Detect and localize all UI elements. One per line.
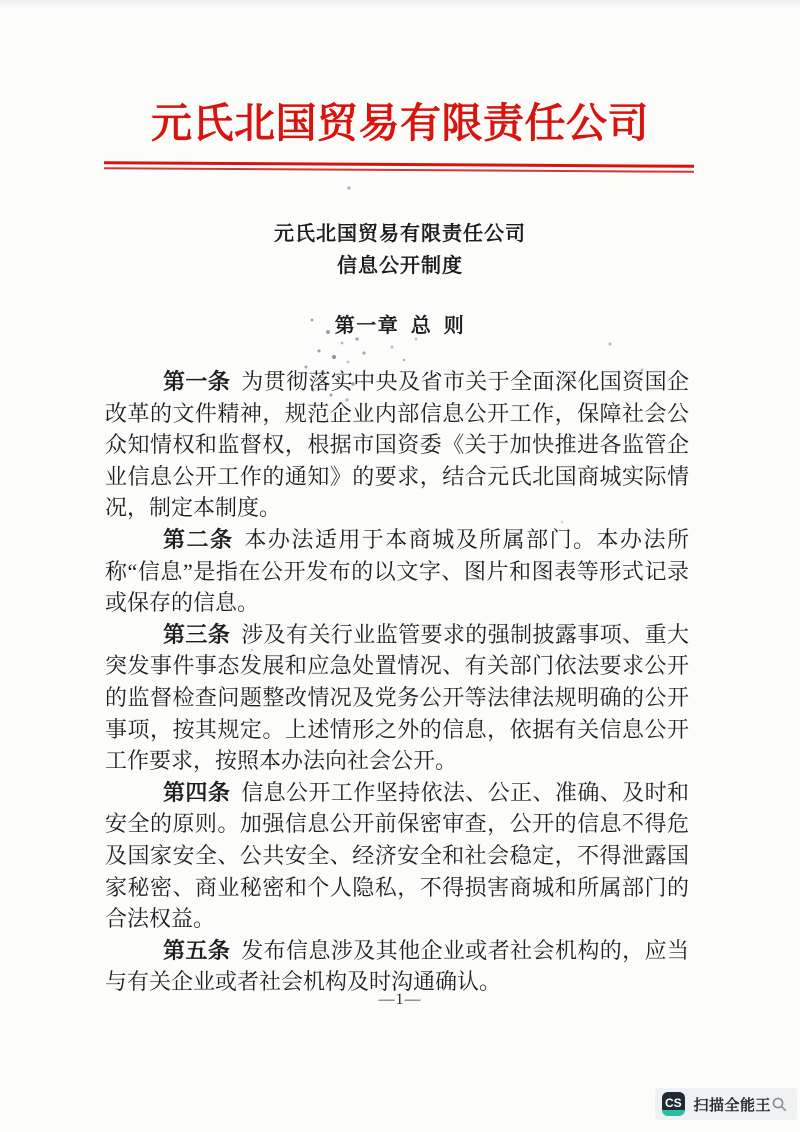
article-text: 信息公开工作坚持依法、公正、准确、及时和安全的原则。加强信息公开前保密审查，公开的信息不得危及国家安全、公共安全、经济安全和社会稳定，不得泄露国家秘密、商业秘密和个人隐私，不得损害商城和所属部门的合法权益。 xyxy=(105,779,689,932)
article-text: 涉及有关行业监管要求的强制披露事项、重大突发事件事态发展和应急处置情况、有关部门依法要求公开的监督检查问题整改情况及党务公开等法律法规明确的公开事项，按其规定。上述情形之外的信息，依据有关信息公开工作要求，按照本办法向社会公开。 xyxy=(105,621,689,774)
document-title xyxy=(0,218,800,282)
article-text: 本办法适用于本商城及所属部门。本办法所称“信息”是指在公开发布的以文字、图片和图表等形式记录或保存的信息。 xyxy=(105,526,689,616)
letterhead-divider xyxy=(104,161,694,172)
scan-noise xyxy=(0,0,2,2)
camscanner-watermark xyxy=(655,1088,797,1120)
article-label: 第一条 xyxy=(163,369,231,394)
camscanner-app-name: 扫描全能王 xyxy=(693,1096,771,1114)
article-label: 第三条 xyxy=(163,621,231,647)
article-label: 第四条 xyxy=(163,779,231,805)
article-paragraph xyxy=(105,935,689,998)
chapter-heading: 第一章 总 则 xyxy=(334,315,466,337)
search-icon xyxy=(771,1096,788,1113)
camscanner-logo-icon xyxy=(662,1092,685,1116)
article-paragraph xyxy=(105,777,689,935)
article-label: 第五条 xyxy=(163,937,231,963)
document-body xyxy=(105,366,689,998)
camscanner-logo-text: CS xyxy=(665,1095,682,1110)
article-paragraph xyxy=(105,524,689,619)
article-paragraph xyxy=(105,619,689,777)
article-paragraph xyxy=(105,366,689,524)
article-label: 第二条 xyxy=(163,526,234,552)
letterhead-company-name: 元氏北国贸易有限责任公司 xyxy=(151,100,649,146)
document-title-line1: 元氏北国贸易有限责任公司 xyxy=(274,223,526,245)
document-title-line2: 信息公开制度 xyxy=(337,255,463,277)
page-number: —1— xyxy=(378,991,422,1008)
article-text: 为贯彻落实中央及省市关于全面深化国资国企改革的文件精神，规范企业内部信息公开工作，保障社会公众知情权和监督权，根据市国资委《关于加快推进各监管企业信息公开工作的通知》的要求，结合元氏北国商城实际情况，制定本制度。 xyxy=(105,369,689,521)
article-text: 发布信息涉及其他企业或者社会机构的，应当与有关企业或者社会机构及时沟通确认。 xyxy=(105,937,689,995)
